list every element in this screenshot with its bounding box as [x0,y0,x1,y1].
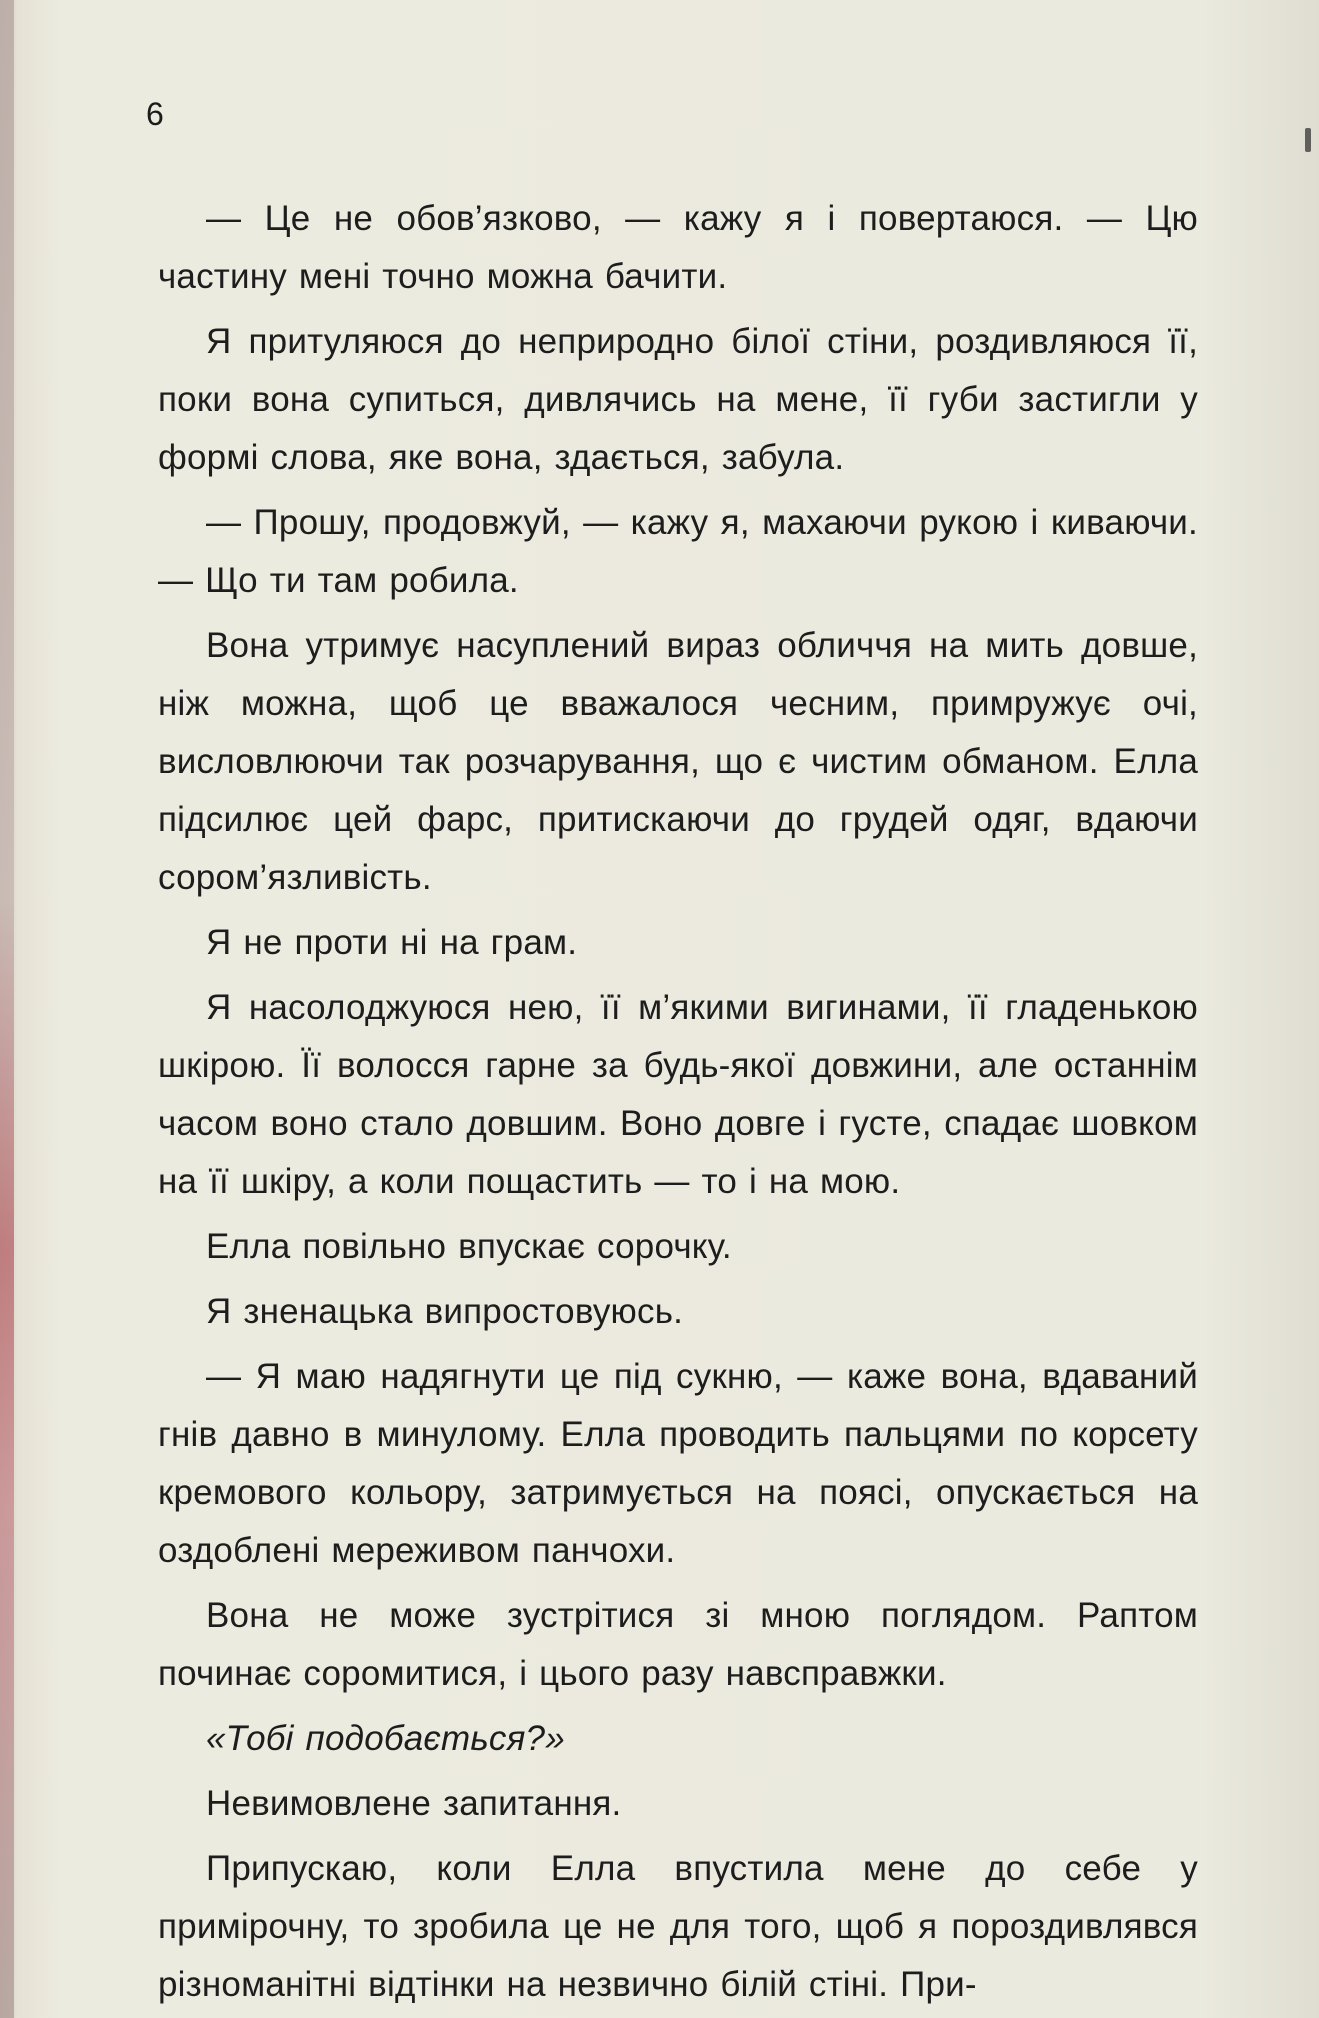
paragraph: Я притуляюся до неприродно білої стіни, роздивляюся її, поки вона супиться, дивлячись на мене, її губи застигли у формі слова, яке вона, здається, забула. [158,322,1198,477]
paragraph: Я не проти ні на грам. [206,923,578,962]
page-number: 6 [146,96,164,132]
paragraph: Елла повільно впускає сорочку. [206,1227,732,1266]
book-spine-edge [0,0,14,2018]
paragraph: — Я маю надягнути це під сукню, — каже вона, вдаваний гнів давно в минулому. Елла проводить пальцями по корсету кремового кольору, затримується на поясі, опускається на оздоблені мереживом панчохи. [158,1357,1198,1570]
page-edge-mark [1305,128,1311,152]
paragraph: — Прошу, продовжуй, — кажу я, махаючи рукою і киваючи. — Що ти там робила. [158,503,1198,600]
body-text [158,190,1198,2018]
paragraph: Припускаю, коли Елла впустила мене до себе у примірочну, то зробила це не для того, щоб я пороздивлявся різноманітні відтінки на незвично білій стіні. При- [158,1849,1198,2004]
paragraph: Невимовлене запитання. [206,1784,622,1823]
paragraph: Я зненацька випростовуюсь. [206,1292,684,1331]
paragraph: Вона утримує насуплений вираз обличчя на мить довше, ніж можна, щоб це вважалося чесним, примружує очі, висловлюючи так розчарування, що є чистим обманом. Елла підсилює цей фарс, притискаючи до грудей одяг, вдаючи сором’язливість. [158,626,1198,897]
paragraph: Я насолоджуюся нею, її м’якими вигинами, її гладенькою шкірою. Її волосся гарне за будь-якої довжини, але останнім часом воно стало довшим. Воно довге і густе, спадає шовком на її шкіру, а коли пощастить — то і на мою. [158,988,1198,1201]
paragraph: Вона не може зустрітися зі мною поглядом. Раптом починає соромитися, і цього разу навсправжки. [158,1596,1198,1693]
paragraph-italic-question: «Тобі подобається?» [206,1719,565,1758]
paragraph: — Це не обов’язково, — кажу я і повертаюся. — Цю частину мені точно можна бачити. [158,199,1198,296]
